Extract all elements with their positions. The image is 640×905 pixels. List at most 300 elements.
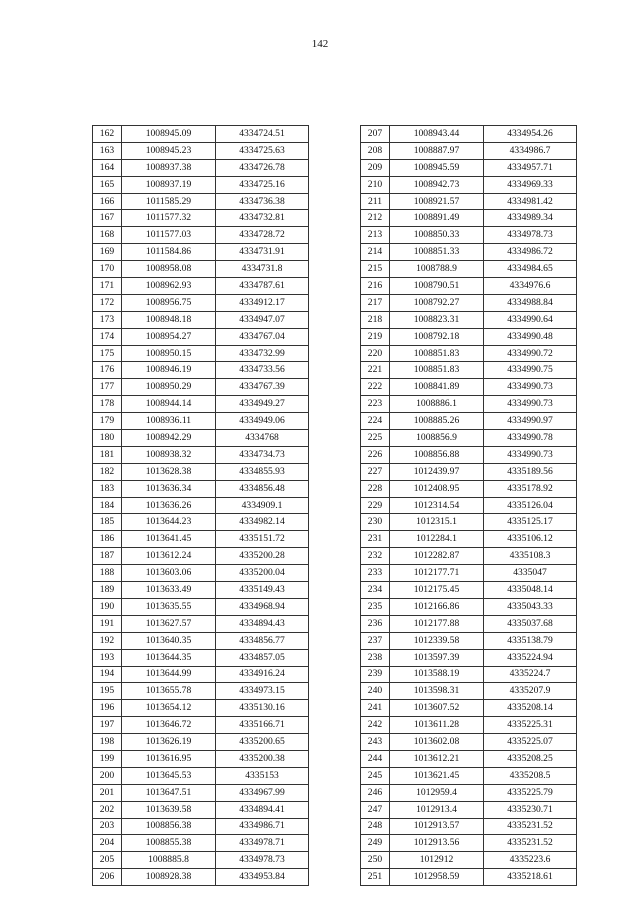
- x-coordinate-cell: 1013612.24: [122, 548, 216, 565]
- point-number-cell: 175: [93, 345, 122, 362]
- table-row: [361, 362, 577, 379]
- x-coordinate-cell: 1013612.21: [390, 750, 484, 767]
- x-coordinate-cell: 1013607.52: [390, 700, 484, 717]
- coordinate-table-right-body: [361, 126, 577, 886]
- point-number-cell: 168: [93, 227, 122, 244]
- point-number-cell: 222: [361, 379, 390, 396]
- table-row: [93, 615, 309, 632]
- point-number-cell: 181: [93, 446, 122, 463]
- y-coordinate-cell: 4334725.16: [216, 176, 309, 193]
- y-coordinate-cell: 4335200.65: [216, 734, 309, 751]
- table-row: [361, 193, 577, 210]
- y-coordinate-cell: 4334855.93: [216, 463, 309, 480]
- point-number-cell: 204: [93, 835, 122, 852]
- y-coordinate-cell: 4334990.73: [484, 379, 577, 396]
- x-coordinate-cell: 1013644.35: [122, 649, 216, 666]
- x-coordinate-cell: 1012913.56: [390, 835, 484, 852]
- point-number-cell: 183: [93, 480, 122, 497]
- y-coordinate-cell: 4335224.94: [484, 649, 577, 666]
- point-number-cell: 164: [93, 159, 122, 176]
- table-row: [361, 244, 577, 261]
- point-number-cell: 232: [361, 548, 390, 565]
- y-coordinate-cell: 4334949.27: [216, 396, 309, 413]
- y-coordinate-cell: 4334728.72: [216, 227, 309, 244]
- y-coordinate-cell: 4334990.78: [484, 430, 577, 447]
- x-coordinate-cell: 1012959.4: [390, 784, 484, 801]
- y-coordinate-cell: 4335225.07: [484, 734, 577, 751]
- table-row: [361, 463, 577, 480]
- point-number-cell: 173: [93, 311, 122, 328]
- point-number-cell: 185: [93, 514, 122, 531]
- point-number-cell: 184: [93, 497, 122, 514]
- y-coordinate-cell: 4334968.94: [216, 598, 309, 615]
- point-number-cell: 227: [361, 463, 390, 480]
- table-row: [93, 700, 309, 717]
- x-coordinate-cell: 1008856.9: [390, 430, 484, 447]
- y-coordinate-cell: 4335230.71: [484, 801, 577, 818]
- point-number-cell: 243: [361, 734, 390, 751]
- table-row: [361, 666, 577, 683]
- table-row: [361, 548, 577, 565]
- y-coordinate-cell: 4334894.43: [216, 615, 309, 632]
- table-row: [361, 430, 577, 447]
- x-coordinate-cell: 1013626.19: [122, 734, 216, 751]
- y-coordinate-cell: 4334916.24: [216, 666, 309, 683]
- table-row: [361, 869, 577, 886]
- point-number-cell: 224: [361, 413, 390, 430]
- x-coordinate-cell: 1008942.29: [122, 430, 216, 447]
- x-coordinate-cell: 1013597.39: [390, 649, 484, 666]
- point-number-cell: 163: [93, 142, 122, 159]
- x-coordinate-cell: 1008850.33: [390, 227, 484, 244]
- y-coordinate-cell: 4334787.61: [216, 278, 309, 295]
- table-row: [361, 531, 577, 548]
- x-coordinate-cell: 1008942.73: [390, 176, 484, 193]
- point-number-cell: 249: [361, 835, 390, 852]
- point-number-cell: 242: [361, 717, 390, 734]
- x-coordinate-cell: 1008946.19: [122, 362, 216, 379]
- y-coordinate-cell: 4335200.28: [216, 548, 309, 565]
- point-number-cell: 178: [93, 396, 122, 413]
- table-row: [361, 328, 577, 345]
- x-coordinate-cell: 1008950.29: [122, 379, 216, 396]
- table-row: [93, 666, 309, 683]
- x-coordinate-cell: 1013644.99: [122, 666, 216, 683]
- point-number-cell: 186: [93, 531, 122, 548]
- point-number-cell: 182: [93, 463, 122, 480]
- point-number-cell: 209: [361, 159, 390, 176]
- point-number-cell: 208: [361, 142, 390, 159]
- y-coordinate-cell: 4334732.99: [216, 345, 309, 362]
- page-number: 142: [311, 38, 329, 50]
- x-coordinate-cell: 1008856.88: [390, 446, 484, 463]
- y-coordinate-cell: 4335048.14: [484, 582, 577, 599]
- y-coordinate-cell: 4334731.8: [216, 261, 309, 278]
- x-coordinate-cell: 1008885.8: [122, 852, 216, 869]
- point-number-cell: 198: [93, 734, 122, 751]
- x-coordinate-cell: 1012282.87: [390, 548, 484, 565]
- table-row: [93, 413, 309, 430]
- point-number-cell: 234: [361, 582, 390, 599]
- x-coordinate-cell: 1008886.1: [390, 396, 484, 413]
- y-coordinate-cell: 4334976.6: [484, 278, 577, 295]
- point-number-cell: 219: [361, 328, 390, 345]
- y-coordinate-cell: 4335106.12: [484, 531, 577, 548]
- y-coordinate-cell: 4335231.52: [484, 835, 577, 852]
- y-coordinate-cell: 4335224.7: [484, 666, 577, 683]
- y-coordinate-cell: 4334767.04: [216, 328, 309, 345]
- table-row: [361, 311, 577, 328]
- table-row: [93, 463, 309, 480]
- x-coordinate-cell: 1008891.49: [390, 210, 484, 227]
- point-number-cell: 197: [93, 717, 122, 734]
- point-number-cell: 212: [361, 210, 390, 227]
- y-coordinate-cell: 4334990.72: [484, 345, 577, 362]
- table-row: [93, 497, 309, 514]
- table-row: [361, 278, 577, 295]
- y-coordinate-cell: 4335108.3: [484, 548, 577, 565]
- point-number-cell: 172: [93, 294, 122, 311]
- x-coordinate-cell: 1012958.59: [390, 869, 484, 886]
- table-row: [361, 700, 577, 717]
- x-coordinate-cell: 1012339.58: [390, 632, 484, 649]
- point-number-cell: 238: [361, 649, 390, 666]
- table-row: [93, 244, 309, 261]
- point-number-cell: 240: [361, 683, 390, 700]
- table-row: [361, 632, 577, 649]
- x-coordinate-cell: 1013645.53: [122, 767, 216, 784]
- table-row: [361, 801, 577, 818]
- coordinate-table-left-body: [93, 126, 309, 886]
- y-coordinate-cell: 4335037.68: [484, 615, 577, 632]
- point-number-cell: 236: [361, 615, 390, 632]
- y-coordinate-cell: 4335207.9: [484, 683, 577, 700]
- point-number-cell: 225: [361, 430, 390, 447]
- point-number-cell: 226: [361, 446, 390, 463]
- point-number-cell: 244: [361, 750, 390, 767]
- table-row: [361, 734, 577, 751]
- x-coordinate-cell: 1008937.38: [122, 159, 216, 176]
- y-coordinate-cell: 4334973.15: [216, 683, 309, 700]
- point-number-cell: 246: [361, 784, 390, 801]
- table-row: [93, 345, 309, 362]
- table-row: [93, 261, 309, 278]
- point-number-cell: 196: [93, 700, 122, 717]
- y-coordinate-cell: 4335149.43: [216, 582, 309, 599]
- y-coordinate-cell: 4334990.97: [484, 413, 577, 430]
- y-coordinate-cell: 4335200.38: [216, 750, 309, 767]
- y-coordinate-cell: 4335130.16: [216, 700, 309, 717]
- x-coordinate-cell: 1013654.12: [122, 700, 216, 717]
- table-row: [361, 497, 577, 514]
- table-row: [361, 446, 577, 463]
- table-row: [361, 261, 577, 278]
- point-number-cell: 221: [361, 362, 390, 379]
- x-coordinate-cell: 1008887.97: [390, 142, 484, 159]
- x-coordinate-cell: 1012314.54: [390, 497, 484, 514]
- x-coordinate-cell: 1008937.19: [122, 176, 216, 193]
- y-coordinate-cell: 4335047: [484, 565, 577, 582]
- point-number-cell: 187: [93, 548, 122, 565]
- table-row: [361, 159, 577, 176]
- y-coordinate-cell: 4334767.39: [216, 379, 309, 396]
- y-coordinate-cell: 4334969.33: [484, 176, 577, 193]
- x-coordinate-cell: 1012315.1: [390, 514, 484, 531]
- x-coordinate-cell: 1013611.28: [390, 717, 484, 734]
- y-coordinate-cell: 4335125.17: [484, 514, 577, 531]
- x-coordinate-cell: 1013639.58: [122, 801, 216, 818]
- point-number-cell: 233: [361, 565, 390, 582]
- x-coordinate-cell: 1008944.14: [122, 396, 216, 413]
- table-row: [93, 227, 309, 244]
- point-number-cell: 177: [93, 379, 122, 396]
- y-coordinate-cell: 4334986.72: [484, 244, 577, 261]
- table-row: [93, 311, 309, 328]
- point-number-cell: 190: [93, 598, 122, 615]
- coordinate-table-right: [360, 125, 577, 886]
- x-coordinate-cell: 1011584.86: [122, 244, 216, 261]
- x-coordinate-cell: 1012175.45: [390, 582, 484, 599]
- table-row: [93, 632, 309, 649]
- x-coordinate-cell: 1013603.06: [122, 565, 216, 582]
- x-coordinate-cell: 1012912: [390, 852, 484, 869]
- table-row: [93, 649, 309, 666]
- x-coordinate-cell: 1008790.51: [390, 278, 484, 295]
- y-coordinate-cell: 4334857.05: [216, 649, 309, 666]
- x-coordinate-cell: 1013647.51: [122, 784, 216, 801]
- table-row: [361, 210, 577, 227]
- x-coordinate-cell: 1013602.08: [390, 734, 484, 751]
- table-row: [361, 413, 577, 430]
- point-number-cell: 193: [93, 649, 122, 666]
- point-number-cell: 165: [93, 176, 122, 193]
- table-row: [93, 278, 309, 295]
- x-coordinate-cell: 1012284.1: [390, 531, 484, 548]
- table-row: [93, 717, 309, 734]
- x-coordinate-cell: 1013588.19: [390, 666, 484, 683]
- table-row: [93, 784, 309, 801]
- point-number-cell: 191: [93, 615, 122, 632]
- y-coordinate-cell: 4334856.48: [216, 480, 309, 497]
- y-coordinate-cell: 4335189.56: [484, 463, 577, 480]
- y-coordinate-cell: 4334894.41: [216, 801, 309, 818]
- point-number-cell: 189: [93, 582, 122, 599]
- y-coordinate-cell: 4334736.38: [216, 193, 309, 210]
- point-number-cell: 245: [361, 767, 390, 784]
- y-coordinate-cell: 4334949.06: [216, 413, 309, 430]
- y-coordinate-cell: 4335208.25: [484, 750, 577, 767]
- x-coordinate-cell: 1008928.38: [122, 869, 216, 886]
- y-coordinate-cell: 4334990.64: [484, 311, 577, 328]
- table-row: [361, 514, 577, 531]
- point-number-cell: 247: [361, 801, 390, 818]
- point-number-cell: 174: [93, 328, 122, 345]
- point-number-cell: 239: [361, 666, 390, 683]
- y-coordinate-cell: 4334733.56: [216, 362, 309, 379]
- point-number-cell: 241: [361, 700, 390, 717]
- point-number-cell: 237: [361, 632, 390, 649]
- y-coordinate-cell: 4334981.42: [484, 193, 577, 210]
- table-row: [93, 328, 309, 345]
- table-row: [93, 565, 309, 582]
- table-row: [93, 193, 309, 210]
- table-row: [361, 227, 577, 244]
- table-row: [93, 396, 309, 413]
- point-number-cell: 169: [93, 244, 122, 261]
- point-number-cell: 171: [93, 278, 122, 295]
- x-coordinate-cell: 1013636.34: [122, 480, 216, 497]
- table-row: [361, 717, 577, 734]
- point-number-cell: 230: [361, 514, 390, 531]
- x-coordinate-cell: 1008945.59: [390, 159, 484, 176]
- point-number-cell: 218: [361, 311, 390, 328]
- x-coordinate-cell: 1008956.75: [122, 294, 216, 311]
- x-coordinate-cell: 1008945.23: [122, 142, 216, 159]
- table-row: [361, 784, 577, 801]
- y-coordinate-cell: 4335126.04: [484, 497, 577, 514]
- table-row: [361, 818, 577, 835]
- y-coordinate-cell: 4334768: [216, 430, 309, 447]
- point-number-cell: 207: [361, 126, 390, 143]
- point-number-cell: 176: [93, 362, 122, 379]
- table-row: [93, 480, 309, 497]
- point-number-cell: 167: [93, 210, 122, 227]
- y-coordinate-cell: 4334725.63: [216, 142, 309, 159]
- x-coordinate-cell: 1008936.11: [122, 413, 216, 430]
- coordinate-table-left: [92, 125, 309, 886]
- point-number-cell: 166: [93, 193, 122, 210]
- table-row: [361, 852, 577, 869]
- y-coordinate-cell: 4334947.07: [216, 311, 309, 328]
- point-number-cell: 213: [361, 227, 390, 244]
- x-coordinate-cell: 1012408.95: [390, 480, 484, 497]
- x-coordinate-cell: 1008792.18: [390, 328, 484, 345]
- point-number-cell: 203: [93, 818, 122, 835]
- point-number-cell: 188: [93, 565, 122, 582]
- point-number-cell: 211: [361, 193, 390, 210]
- table-row: [361, 126, 577, 143]
- table-row: [361, 683, 577, 700]
- x-coordinate-cell: 1013635.55: [122, 598, 216, 615]
- y-coordinate-cell: 4334978.73: [484, 227, 577, 244]
- x-coordinate-cell: 1012177.71: [390, 565, 484, 582]
- y-coordinate-cell: 4334726.78: [216, 159, 309, 176]
- x-coordinate-cell: 1013621.45: [390, 767, 484, 784]
- x-coordinate-cell: 1013640.35: [122, 632, 216, 649]
- table-row: [93, 379, 309, 396]
- y-coordinate-cell: 4334909.1: [216, 497, 309, 514]
- y-coordinate-cell: 4334953.84: [216, 869, 309, 886]
- table-row: [93, 767, 309, 784]
- x-coordinate-cell: 1008856.38: [122, 818, 216, 835]
- table-row: [361, 176, 577, 193]
- x-coordinate-cell: 1013644.23: [122, 514, 216, 531]
- y-coordinate-cell: 4334990.75: [484, 362, 577, 379]
- y-coordinate-cell: 4335225.79: [484, 784, 577, 801]
- point-number-cell: 250: [361, 852, 390, 869]
- y-coordinate-cell: 4334978.71: [216, 835, 309, 852]
- y-coordinate-cell: 4335225.31: [484, 717, 577, 734]
- y-coordinate-cell: 4335208.5: [484, 767, 577, 784]
- x-coordinate-cell: 1008943.44: [390, 126, 484, 143]
- point-number-cell: 228: [361, 480, 390, 497]
- x-coordinate-cell: 1011585.29: [122, 193, 216, 210]
- table-row: [93, 142, 309, 159]
- point-number-cell: 205: [93, 852, 122, 869]
- point-number-cell: 199: [93, 750, 122, 767]
- y-coordinate-cell: 4334986.71: [216, 818, 309, 835]
- table-row: [361, 480, 577, 497]
- table-row: [361, 598, 577, 615]
- table-row: [361, 582, 577, 599]
- x-coordinate-cell: 1008788.9: [390, 261, 484, 278]
- point-number-cell: 179: [93, 413, 122, 430]
- point-number-cell: 194: [93, 666, 122, 683]
- point-number-cell: 202: [93, 801, 122, 818]
- y-coordinate-cell: 4334856.77: [216, 632, 309, 649]
- y-coordinate-cell: 4334982.14: [216, 514, 309, 531]
- table-row: [93, 869, 309, 886]
- point-number-cell: 210: [361, 176, 390, 193]
- table-row: [93, 514, 309, 531]
- table-row: [93, 159, 309, 176]
- y-coordinate-cell: 4334990.73: [484, 446, 577, 463]
- table-row: [361, 835, 577, 852]
- table-row: [361, 396, 577, 413]
- y-coordinate-cell: 4334978.73: [216, 852, 309, 869]
- x-coordinate-cell: 1013655.78: [122, 683, 216, 700]
- table-row: [93, 734, 309, 751]
- y-coordinate-cell: 4335223.6: [484, 852, 577, 869]
- x-coordinate-cell: 1013646.72: [122, 717, 216, 734]
- y-coordinate-cell: 4334731.91: [216, 244, 309, 261]
- y-coordinate-cell: 4335200.04: [216, 565, 309, 582]
- x-coordinate-cell: 1008954.27: [122, 328, 216, 345]
- point-number-cell: 170: [93, 261, 122, 278]
- point-number-cell: 195: [93, 683, 122, 700]
- x-coordinate-cell: 1013628.38: [122, 463, 216, 480]
- table-row: [93, 818, 309, 835]
- x-coordinate-cell: 1013627.57: [122, 615, 216, 632]
- point-number-cell: 206: [93, 869, 122, 886]
- point-number-cell: 235: [361, 598, 390, 615]
- point-number-cell: 223: [361, 396, 390, 413]
- table-row: [361, 142, 577, 159]
- table-row: [93, 294, 309, 311]
- x-coordinate-cell: 1008962.93: [122, 278, 216, 295]
- point-number-cell: 214: [361, 244, 390, 261]
- point-number-cell: 215: [361, 261, 390, 278]
- y-coordinate-cell: 4335151.72: [216, 531, 309, 548]
- point-number-cell: 180: [93, 430, 122, 447]
- x-coordinate-cell: 1013633.49: [122, 582, 216, 599]
- point-number-cell: 216: [361, 278, 390, 295]
- table-row: [361, 345, 577, 362]
- table-row: [361, 565, 577, 582]
- x-coordinate-cell: 1008851.83: [390, 362, 484, 379]
- y-coordinate-cell: 4334957.71: [484, 159, 577, 176]
- table-row: [93, 548, 309, 565]
- x-coordinate-cell: 1012913.4: [390, 801, 484, 818]
- point-number-cell: 162: [93, 126, 122, 143]
- x-coordinate-cell: 1013598.31: [390, 683, 484, 700]
- y-coordinate-cell: 4335153: [216, 767, 309, 784]
- point-number-cell: 248: [361, 818, 390, 835]
- table-row: [93, 750, 309, 767]
- y-coordinate-cell: 4334990.48: [484, 328, 577, 345]
- table-row: [93, 835, 309, 852]
- y-coordinate-cell: 4335178.92: [484, 480, 577, 497]
